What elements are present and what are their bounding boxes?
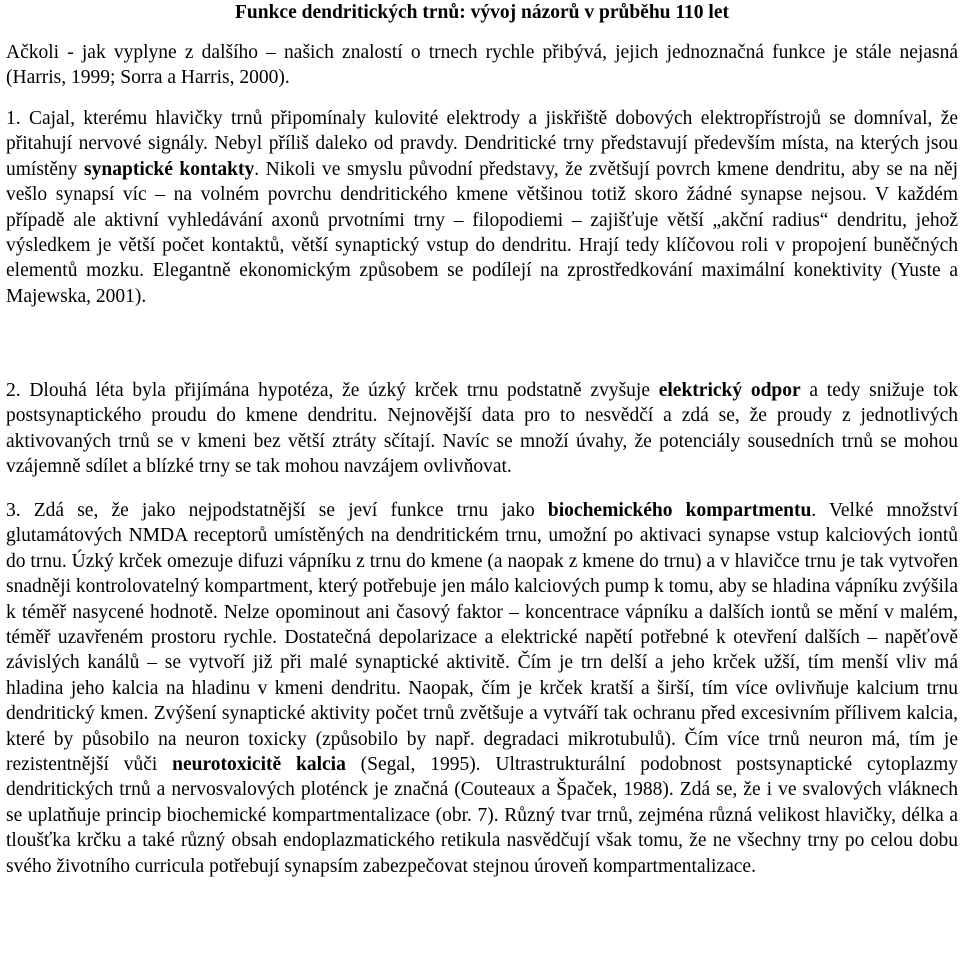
paragraph-1-text-b: . Nikoli ve smyslu původní představy, že zvětšují povrch kmene dendritu, aby se na něj vešlo synapsí víc – na volném povrchu dendritického kmene většinou totiž skoro žádné synapse nejsou. V každém případě ale aktivní vyhledávání axonů prvotními trny – filopodiemi – zajišťuje větší „akční radius“ dendritu, jehož výsledkem je větší počet kontaktů, větší synaptický vstup do dendritu. Hrají tedy klíčovou roli v propojení buněčných elementů mozku. Elegantně ekonomickým způsobem se podílejí na zprostředkování maximální konektivity (Yuste a Majewska, 2001). (6, 158, 958, 307)
paragraph-3-bold-biochemical-compartment: biochemického kompartmentu (547, 500, 812, 521)
paragraph-2-text-b: a tedy snižuje tok postsynaptického proudu do kmene dendritu. Nejnovější data pro to nesvědčí a zdá se, že proudy z jednotlivých aktivovaných trnů se v kmeni bez větší ztráty sčítají. Navíc se množí úvahy, že potenciály sousedních trnů se mohou vzájemně sdílet a blízké trny se tak mohou navzájem ovlivňovat. (6, 380, 958, 478)
paragraph-2-bold-electric-resistance: elektrický odpor (658, 380, 801, 401)
paragraph-3-text-b: . Velké množství glutamátových NMDA receptorů umístěných na dendritickém trnu, umožní po aktivaci synapse vstup kalciových iontů do trnu. Úzký krček omezuje difuzi vápníku z trnu do kmene (a naopak z kmene do trnu) a v hlavičce trnu je tak vytvořen snadněji kontrolovatelný kompartment, který potřebuje jen málo kalciových pump k tomu, aby se hladina vápníku zvýšila k téměř nasycené hodnotě. Nelze opominout ani časový faktor – koncentrace vápníku a dalších iontů se mění v malém, téměř uzavřeném prostoru rychle. Dostatečná depolarizace a elektrické napětí potřebné k otevření dalších – napěťově závislých kanálů – se vytvoří již při malé synaptické aktivitě. Čím je trn delší a jeho krček užší, tím menší vliv má hladina jeho kalcia na hladinu v kmeni dendritu. Naopak, čím je krček kratší a širší, tím více ovlivňuje kalcium trnu dendritický kmen. Zvýšení synaptické aktivity počet trnů zvětšuje a vytváří tak ochranu před excesivním přílivem kalcia, které by působilo na neuron toxicky (způsobilo by např. degradaci mikrotubulů). Čím více trnů neuron má, tím je rezistentnější vůči (6, 500, 958, 776)
paragraph-3 (6, 498, 958, 879)
document-page (6, 0, 958, 879)
intro-paragraph: Ačkoli - jak vyplyne z dalšího – našich znalostí o trnech rychle přibývá, jejich jednoznačná funkce je stále nejasná (Harris, 1999; Sorra a Harris, 2000). (6, 42, 958, 89)
paragraph-2 (6, 378, 958, 498)
paragraph-3-bold-calcium-neurotoxicity: neurotoxicitě kalcia (172, 754, 346, 776)
paragraph-3-text-c: (Segal, 1995). Ultrastrukturální podobnost postsynaptické cytoplazmy dendritických trnů a nervosvalových ploténck je značná (Couteaux a Špaček, 1988). Zdá se, že i ve svalových vláknech se uplatňuje princip biochemické kompartmentalizace (obr. 7). Různý tvar trnů, zejména různá velikost hlavičky, délka a tloušťka krčku a také různý obsah endoplazmatického retikula nasvědčují však tomu, že ne všechny trny po celou dobu svého životního curricula potřebují synapsím zabezpečovat stejnou úroveň kompartmentalizace. (6, 754, 958, 877)
paragraph-2-text-a: 2. Dlouhá léta byla přijímána hypotéza, že úzký krček trnu podstatně zvyšuje (6, 380, 659, 401)
document-title: Funkce dendritických trnů: vývoj názorů v průběhu 110 let (234, 2, 730, 23)
paragraph-1-text-a: 1. Cajal, kterému hlavičky trnů připomínaly kulovité elektrody a jiskřiště dobových elektropřístrojů se domníval, že přitahují nervové signály. Nebyl příliš daleko od pravdy. Dendritické trny představují především místa, na kterých jsou umístěny (6, 108, 958, 180)
paragraph-1 (6, 106, 958, 378)
paragraph-3-text-a: 3. Zdá se, že jako nejpodstatnější se jeví funkce trnu jako (6, 500, 548, 521)
paragraph-1-bold-synaptic-contacts: synaptické kontakty (84, 158, 255, 180)
